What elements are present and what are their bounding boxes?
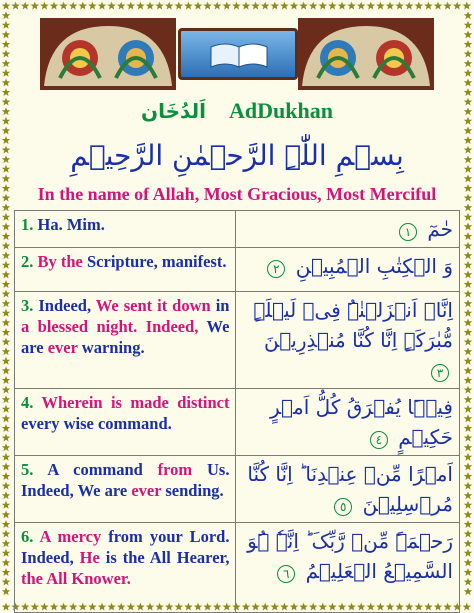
translation-text: A command: [47, 460, 158, 479]
quran-image: [178, 28, 298, 80]
border-star-icon: [2, 395, 10, 403]
border-star-icon: [464, 520, 472, 528]
border-star-icon: [464, 309, 472, 317]
border-star-icon: [367, 2, 375, 10]
border-star-icon: [2, 146, 10, 154]
border-star-icon: [2, 98, 10, 106]
border-star-icon: [453, 2, 461, 10]
border-star-icon: [464, 194, 472, 202]
translation-text: Us.: [207, 460, 230, 479]
border-star-icon: [2, 414, 10, 422]
border-star-icon: [50, 2, 58, 10]
border-star-icon: [2, 482, 10, 490]
border-star-icon: [2, 549, 10, 557]
border-star-icon: [464, 482, 472, 490]
translation-text: ever: [47, 338, 78, 357]
border-star-icon: [2, 280, 10, 288]
border-star-icon: [2, 261, 10, 269]
border-star-icon: [2, 491, 10, 499]
translation-text: Scripture,: [87, 252, 158, 271]
border-star-icon: [464, 184, 472, 192]
surah-title-english: AdDukhan: [229, 98, 333, 123]
border-star-icon: [464, 59, 472, 67]
verse-number: 4.: [21, 393, 42, 412]
border-star-icon: [464, 117, 472, 125]
border-star-icon: [309, 2, 317, 10]
border-star-icon: [98, 2, 106, 10]
border-star-icon: [2, 126, 10, 134]
translation-text: the All Knower.: [21, 569, 131, 588]
verse-arabic: [236, 523, 460, 613]
border-star-icon: [232, 2, 240, 10]
translation-text: He: [79, 548, 100, 567]
border-star-icon: [464, 203, 472, 211]
translation-text: in: [210, 296, 230, 315]
border-star-icon: [242, 2, 250, 10]
border-star-icon: [443, 2, 451, 10]
border-star-icon: [2, 299, 10, 307]
border-star-icon: [464, 165, 472, 173]
border-star-icon: [319, 2, 327, 10]
border-star-icon: [2, 318, 10, 326]
border-star-icon: [464, 510, 472, 518]
border-star-icon: [2, 136, 10, 144]
border-star-icon: [2, 520, 10, 528]
translation-text: manifest.: [157, 252, 227, 271]
border-star-icon: [2, 587, 10, 595]
border-star-icon: [464, 424, 472, 432]
ayah-number-icon: ٥: [334, 498, 352, 516]
border-star-icon: [464, 434, 472, 442]
border-star-icon: [2, 347, 10, 355]
border-star-icon: [464, 357, 472, 365]
verse-translation: [15, 248, 236, 292]
border-star-icon: [251, 2, 259, 10]
border-star-icon: [464, 366, 472, 374]
verse-row: [15, 456, 460, 523]
border-star-icon: [386, 2, 394, 10]
verse-row: [15, 292, 460, 389]
translation-text: from your: [108, 527, 183, 546]
translation-text: is the All: [99, 548, 171, 567]
border-star-icon: [395, 2, 403, 10]
border-star-icon: [2, 603, 10, 611]
border-star-icon: [464, 443, 472, 451]
border-star-icon: [464, 222, 472, 230]
translation-text: from: [157, 460, 208, 479]
verse-translation: [15, 292, 236, 389]
verse-translation: [15, 211, 236, 248]
border-star-icon: [2, 270, 10, 278]
ayah-number-icon: ٢: [267, 260, 285, 278]
border-star-icon: [2, 40, 10, 48]
border-star-icon: [88, 2, 96, 10]
border-star-icon: [271, 2, 279, 10]
border-star-icon: [464, 462, 472, 470]
border-star-icon: [415, 2, 423, 10]
border-star-icon: [223, 2, 231, 10]
border-star-icon: [2, 2, 10, 10]
arabic-text: رَحۡمَۃً مِّنۡ رَّبِّکَ ؕ اِنَّہٗ ہُوَ السَّمِیۡعُ الۡعَلِیۡمُ: [247, 529, 453, 583]
translation-text: Indeed,: [21, 548, 80, 567]
border-star-icon: [290, 2, 298, 10]
verse-row: [15, 523, 460, 613]
border-star-icon: [464, 347, 472, 355]
border-star-icon: [2, 30, 10, 38]
border-star-icon: [376, 2, 384, 10]
border-star-icon: [2, 251, 10, 259]
border-star-icon: [464, 30, 472, 38]
verse-arabic: [236, 389, 460, 456]
border-star-icon: [2, 213, 10, 221]
border-star-icon: [2, 424, 10, 432]
translation-text: Hearer,: [170, 548, 230, 567]
verse-row: [15, 389, 460, 456]
border-star-icon: [2, 376, 10, 384]
border-star-icon: [2, 184, 10, 192]
border-star-icon: [2, 222, 10, 230]
border-star-icon: [464, 491, 472, 499]
border-star-icon: [117, 2, 125, 10]
border-star-icon: [2, 174, 10, 182]
border-star-icon: [2, 203, 10, 211]
translation-text: By the: [37, 252, 87, 271]
ayah-number-icon: ١: [399, 223, 417, 241]
border-star-icon: [464, 405, 472, 413]
ayah-number-icon: ٣: [431, 364, 449, 382]
border-star-icon: [2, 568, 10, 576]
border-star-icon: [2, 232, 10, 240]
border-star-icon: [464, 549, 472, 557]
arabic-text: اِنَّاۤ اَنۡزَلۡنٰہُ فِیۡ لَیۡلَۃٍ مُّبٰرَکَۃٍ اِنَّا کُنَّا مُنۡذِرِیۡنَ: [253, 298, 453, 352]
border-star-icon: [69, 2, 77, 10]
verse-translation: [15, 523, 236, 613]
border-star-icon: [464, 126, 472, 134]
verse-translation: [15, 389, 236, 456]
border-star-icon: [2, 328, 10, 336]
verse-arabic: [236, 456, 460, 523]
border-star-icon: [2, 558, 10, 566]
border-star-icon: [464, 251, 472, 259]
border-star-icon: [464, 21, 472, 29]
translation-text: ever: [131, 481, 162, 500]
border-star-icon: [31, 2, 39, 10]
verse-number: 1.: [21, 215, 38, 234]
translation-text: We sent it down: [95, 296, 211, 315]
border-star-icon: [464, 261, 472, 269]
border-star-icon: [464, 50, 472, 58]
border-star-icon: [464, 587, 472, 595]
border-star-icon: [464, 568, 472, 576]
border-star-icon: [328, 2, 336, 10]
border-star-icon: [464, 530, 472, 538]
border-star-icon: [464, 578, 472, 586]
border-star-icon: [2, 165, 10, 173]
border-star-icon: [280, 2, 288, 10]
border-star-icon: [165, 2, 173, 10]
border-star-icon: [2, 11, 10, 19]
border-star-icon: [2, 88, 10, 96]
border-star-icon: [464, 395, 472, 403]
border-star-icon: [357, 2, 365, 10]
border-star-icon: [2, 59, 10, 67]
arabic-text: وَ الۡکِتٰبِ الۡمُبِیۡنِ: [289, 254, 453, 278]
verse-arabic: [236, 248, 460, 292]
translation-text: A mercy: [39, 527, 109, 546]
border-star-icon: [2, 578, 10, 586]
border-star-icon: [2, 194, 10, 202]
border-star-icon: [424, 2, 432, 10]
border-star-icon: [2, 472, 10, 480]
border-star-icon: [464, 453, 472, 461]
border-star-icon: [2, 530, 10, 538]
arabic-text: اَمۡرًا مِّنۡ عِنۡدِنَا ؕ اِنَّا کُنَّا مُرۡسِلِیۡنَ: [247, 462, 453, 516]
border-star-icon: [464, 318, 472, 326]
translation-text: Ha. Mim.: [37, 215, 105, 234]
border-star-icon: [2, 107, 10, 115]
border-star-icon: [261, 2, 269, 10]
border-star-icon: [464, 107, 472, 115]
surah-title: [14, 98, 460, 128]
border-star-icon: [464, 78, 472, 86]
content: [14, 14, 460, 599]
border-star-icon: [2, 386, 10, 394]
border-star-icon: [464, 338, 472, 346]
translation-text: every wise command.: [21, 414, 172, 433]
border-star-icon: [2, 462, 10, 470]
border-star-icon: [464, 155, 472, 163]
border-star-icon: [464, 299, 472, 307]
border-star-icon: [2, 155, 10, 163]
border-star-icon: [2, 69, 10, 77]
border-star-icon: [213, 2, 221, 10]
translation-text: sending.: [161, 481, 224, 500]
ayah-number-icon: ٤: [370, 431, 388, 449]
verse-row: [15, 248, 460, 292]
verse-translation: [15, 456, 236, 523]
border-star-icon: [464, 539, 472, 547]
border-star-icon: [434, 2, 442, 10]
border-star-icon: [463, 2, 471, 10]
header-banner: [40, 14, 434, 94]
border-star-icon: [299, 2, 307, 10]
border-star-icon: [2, 338, 10, 346]
verse-arabic: [236, 292, 460, 389]
border-star-icon: [194, 2, 202, 10]
border-star-icon: [2, 366, 10, 374]
verse-arabic: [236, 211, 460, 248]
border-star-icon: [464, 69, 472, 77]
border-star-icon: [464, 290, 472, 298]
verse-number: 2.: [21, 252, 38, 271]
border-star-icon: [40, 2, 48, 10]
border-star-icon: [464, 558, 472, 566]
border-star-icon: [464, 213, 472, 221]
opening-translation: In the name of Allah, Most Gracious, Most Merciful: [37, 184, 437, 204]
verses-table: [14, 210, 460, 613]
border-star-icon: [464, 376, 472, 384]
border-star-icon: [464, 472, 472, 480]
border-star-icon: [464, 11, 472, 19]
border-star-icon: [2, 501, 10, 509]
border-star-icon: [2, 539, 10, 547]
border-star-icon: [2, 117, 10, 125]
border-star-icon: [2, 434, 10, 442]
border-star-icon: [464, 232, 472, 240]
verse-row: [15, 211, 460, 248]
translation-text: warning.: [77, 338, 145, 357]
border-star-icon: [2, 357, 10, 365]
border-star-icon: [11, 2, 19, 10]
surah-title-arabic: اَلدُخَان: [141, 99, 206, 123]
border-star-icon: [175, 2, 183, 10]
open-book-icon: [209, 41, 269, 69]
verse-number: 6.: [21, 527, 40, 546]
border-star-icon: [2, 453, 10, 461]
translation-text: Wherein is made distinct: [41, 393, 230, 412]
border-star-icon: [464, 242, 472, 250]
border-star-icon: [464, 40, 472, 48]
border-star-icon: [107, 2, 115, 10]
translation-text: Lord.: [182, 527, 230, 546]
border-star-icon: [2, 309, 10, 317]
border-star-icon: [2, 510, 10, 518]
border-star-icon: [338, 2, 346, 10]
arabic-text: حٰمٓ: [420, 217, 453, 241]
border-star-icon: [464, 386, 472, 394]
border-star-icon: [464, 136, 472, 144]
border-star-icon: [405, 2, 413, 10]
border-star-icon: [464, 98, 472, 106]
border-star-icon: [2, 50, 10, 58]
translation-text: Indeed,: [137, 317, 207, 336]
ayah-number-icon: ٦: [277, 565, 295, 583]
border-star-icon: [464, 174, 472, 182]
translation-text: We are: [21, 317, 230, 357]
border-star-icon: [464, 501, 472, 509]
ornament-right-icon: [298, 18, 434, 90]
border-star-icon: [79, 2, 87, 10]
translation-text: a blessed night.: [21, 317, 138, 336]
border-star-icon: [2, 242, 10, 250]
border-star-icon: [184, 2, 192, 10]
border-star-icon: [136, 2, 144, 10]
border-star-icon: [127, 2, 135, 10]
verse-number: 3.: [21, 296, 39, 315]
border-star-icon: [2, 290, 10, 298]
border-star-icon: [464, 146, 472, 154]
arabic-text: فِیۡہَا یُفۡرَقُ کُلُّ اَمۡرٍ حَکِیۡمٍ: [270, 395, 453, 449]
bismillah: بِسۡمِ اللّٰہِ الرَّحۡمٰنِ الرَّحِیۡمِ: [70, 139, 404, 172]
border-star-icon: [2, 21, 10, 29]
border-star-icon: [146, 2, 154, 10]
translation-text: Indeed,: [38, 296, 96, 315]
border-star-icon: [464, 270, 472, 278]
border-star-icon: [203, 2, 211, 10]
border-star-icon: [464, 88, 472, 96]
border-star-icon: [463, 603, 471, 611]
border-star-icon: [155, 2, 163, 10]
ornament-left-icon: [40, 18, 176, 90]
border-star-icon: [464, 414, 472, 422]
translation-text: Indeed,: [21, 481, 78, 500]
border-star-icon: [464, 328, 472, 336]
border-star-icon: [2, 443, 10, 451]
border-star-icon: [2, 78, 10, 86]
translation-text: We are: [77, 481, 132, 500]
border-star-icon: [2, 405, 10, 413]
border-star-icon: [59, 2, 67, 10]
border-star-icon: [21, 2, 29, 10]
border-star-icon: [347, 2, 355, 10]
verses-body: [15, 211, 460, 613]
border-star-icon: [464, 280, 472, 288]
verse-number: 5.: [21, 460, 48, 479]
